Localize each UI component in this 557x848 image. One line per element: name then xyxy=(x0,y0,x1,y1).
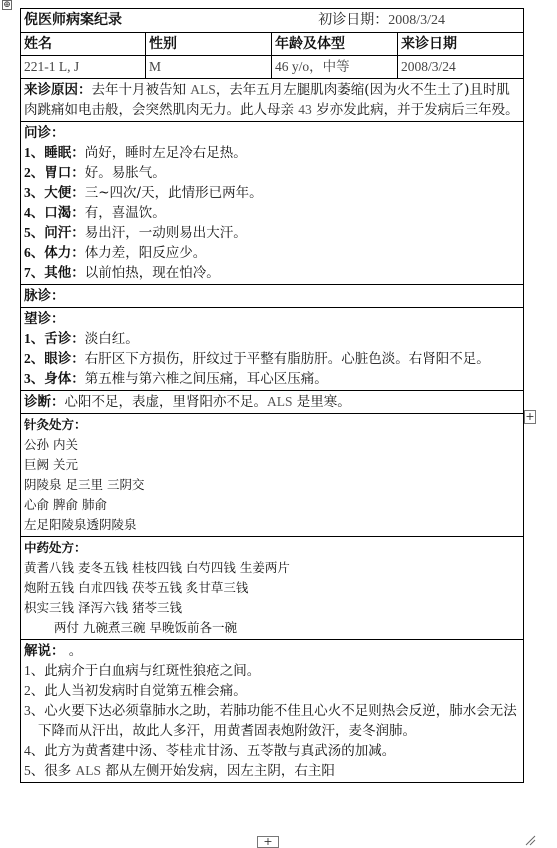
inquiry-item xyxy=(24,183,520,203)
inspection-item-text: 淡白红。 xyxy=(84,331,139,347)
inquiry-row xyxy=(21,122,524,285)
inquiry-item-key: 问汗： xyxy=(44,225,85,241)
herbal-row xyxy=(21,537,524,640)
herbal-line: 黄耆八钱 麦冬五钱 桂枝四钱 白芍四钱 生姜两片 xyxy=(24,560,290,575)
table-resize-handle[interactable] xyxy=(524,834,536,846)
explanation-item: 2、此人当初发病时自觉第五椎会痛。 xyxy=(24,683,247,699)
explanation-suffix: 。 xyxy=(64,643,83,659)
inquiry-item-text: 有，喜温饮。 xyxy=(84,205,166,221)
inspection-list xyxy=(24,329,520,389)
inquiry-item-number: 1、 xyxy=(24,145,45,160)
inspection-row xyxy=(21,308,524,391)
acupuncture-label: 针灸处方： xyxy=(24,417,87,432)
diagnosis-row xyxy=(21,391,524,414)
reason-text: ，去年五月左腿肌肉萎缩(因为火不生土了)且时肌肉跳痛如电击般，会突然肌肉无力。此人母亲 xyxy=(24,82,510,118)
explanation-item: 3、心火要下达必须靠肺水之助，若肺功能不佳且心火不足则热会反逆，肺水会无法下降而从汗出，故此人多汗，用黄耆固表炮附敛汗，麦冬润肺。 xyxy=(24,703,517,739)
patient-visit-date: 2008/3/24 xyxy=(398,56,524,79)
explanation-row xyxy=(21,640,524,783)
herbal-dosage: 两付 九碗煮三碗 早晚饭前各一碗 xyxy=(54,620,237,635)
inquiry-item-key: 大便： xyxy=(44,185,85,201)
first-visit-date: 初诊日期：2008/3/24 xyxy=(318,12,446,28)
inspection-item xyxy=(24,369,520,389)
explanation-item: 1、此病介于白血病与红斑性狼疮之间。 xyxy=(24,663,261,679)
inquiry-item xyxy=(24,163,520,183)
acupuncture-cell xyxy=(21,414,524,537)
inquiry-item-text: 三~四次/天，此情形已两年。 xyxy=(84,185,263,201)
inspection-cell xyxy=(21,308,524,391)
inquiry-item-key: 体力： xyxy=(44,245,85,261)
title-row xyxy=(21,9,524,33)
inspection-item-number: 3、 xyxy=(24,371,45,386)
header-row xyxy=(21,33,524,56)
add-column-handle[interactable]: + xyxy=(525,410,535,423)
inspection-item-key: 身体： xyxy=(44,371,85,387)
reason-text: 岁亦发此病，并于发病后三年殁。 xyxy=(311,102,519,118)
pulse-cell xyxy=(21,285,524,308)
reason-als: ALS xyxy=(190,82,216,97)
inspection-item-key: 眼诊： xyxy=(44,351,85,367)
diagnosis-text: 心阳不足，表虚，里肾阳亦不足。 xyxy=(64,394,267,410)
inspection-label: 望诊： xyxy=(24,311,65,327)
acupuncture-line: 巨阙 关元 xyxy=(24,457,78,472)
inquiry-item-number: 5、 xyxy=(24,225,45,240)
medical-record-table xyxy=(20,8,524,783)
document-title: 倪医师病案纪录 xyxy=(24,12,122,28)
pulse-row xyxy=(21,285,524,308)
reason-age: 43 xyxy=(298,102,312,117)
add-row-handle[interactable]: + xyxy=(257,836,279,848)
header-name: 姓名 xyxy=(21,33,146,56)
inquiry-item-text: 好。易胀气。 xyxy=(84,165,166,181)
inquiry-item-text: 以前怕热，现在怕冷。 xyxy=(84,265,220,281)
diagnosis-cell xyxy=(21,391,524,414)
inspection-item-text: 第五椎与第六椎之间压痛，耳心区压痛。 xyxy=(84,371,328,387)
inspection-item-number: 2、 xyxy=(24,351,45,366)
herbal-cell xyxy=(21,537,524,640)
inquiry-item-key: 口渴： xyxy=(44,205,85,221)
inquiry-list xyxy=(24,143,520,283)
inquiry-item xyxy=(24,143,520,163)
herbal-label: 中药处方： xyxy=(24,540,87,555)
patient-age-build: 46 y/o，中等 xyxy=(272,56,398,79)
inspection-item-key: 舌诊： xyxy=(44,331,85,347)
inspection-item-number: 1、 xyxy=(24,331,45,346)
explanation-item: 4、此方为黄耆建中汤、苓桂朮甘汤、五苓散与真武汤的加减。 xyxy=(24,743,396,759)
patient-row xyxy=(21,56,524,79)
table-move-handle[interactable]: ⊕ xyxy=(3,0,11,10)
inquiry-label: 问诊： xyxy=(24,125,65,141)
acupuncture-row xyxy=(21,414,524,537)
diagnosis-label: 诊断： xyxy=(24,394,65,410)
title-cell xyxy=(21,9,524,33)
reason-cell xyxy=(21,79,524,122)
inquiry-item-number: 7、 xyxy=(24,265,45,280)
header-gender: 性别 xyxy=(146,33,272,56)
acupuncture-line: 左足阳陵泉透阴陵泉 xyxy=(24,517,137,532)
patient-gender: M xyxy=(146,56,272,79)
inquiry-item xyxy=(24,223,520,243)
reason-row xyxy=(21,79,524,122)
inquiry-item xyxy=(24,263,520,283)
acupuncture-line: 心俞 脾俞 肺俞 xyxy=(24,497,107,512)
reason-label: 来诊原因： xyxy=(24,82,92,98)
inquiry-item-text: 易出汗，一动则易出大汗。 xyxy=(84,225,247,241)
inspection-item xyxy=(24,349,520,369)
inspection-item xyxy=(24,329,520,349)
explanation-cell xyxy=(21,640,524,783)
inquiry-cell xyxy=(21,122,524,285)
inquiry-item-key: 其他： xyxy=(44,265,85,281)
inquiry-item-number: 3、 xyxy=(24,185,45,200)
inquiry-item-key: 胃口： xyxy=(44,165,85,181)
inquiry-item-number: 2、 xyxy=(24,165,45,180)
herbal-line: 炮附五钱 白朮四钱 茯苓五钱 炙甘草三钱 xyxy=(24,580,249,595)
header-age-build: 年龄及体型 xyxy=(272,33,398,56)
explanation-label: 解说： xyxy=(24,643,65,659)
inquiry-item-key: 睡眠： xyxy=(44,145,85,161)
pulse-label: 脉诊： xyxy=(24,288,65,304)
inquiry-item xyxy=(24,243,520,263)
diagnosis-text: 是里寒。 xyxy=(292,394,351,410)
inquiry-item xyxy=(24,203,520,223)
inquiry-item-text: 尚好，睡时左足冷右足热。 xyxy=(84,145,247,161)
diagnosis-als: ALS xyxy=(267,394,293,409)
inquiry-item-number: 6、 xyxy=(24,245,45,260)
header-visit-date: 来诊日期 xyxy=(398,33,524,56)
inquiry-item-text: 体力差，阳反应少。 xyxy=(84,245,207,261)
inspection-item-text: 右肝区下方损伤，肝纹过于平整有脂肪肝。心脏色淡。右肾阳不足。 xyxy=(84,351,490,367)
inquiry-item-number: 4、 xyxy=(24,205,45,220)
resize-grip-icon xyxy=(524,834,536,846)
explanation-item: 5、很多 ALS 都从左侧开始发病，因左主阴，右主阳 xyxy=(24,763,335,779)
acupuncture-line: 公孙 内关 xyxy=(24,437,78,452)
herbal-line: 枳实三钱 泽泻六钱 猪苓三钱 xyxy=(24,600,182,615)
acupuncture-line: 阴陵泉 足三里 三阴交 xyxy=(24,477,145,492)
reason-text: 去年十月被告知 xyxy=(91,82,191,98)
patient-name: 221-1 L, J xyxy=(21,56,146,79)
